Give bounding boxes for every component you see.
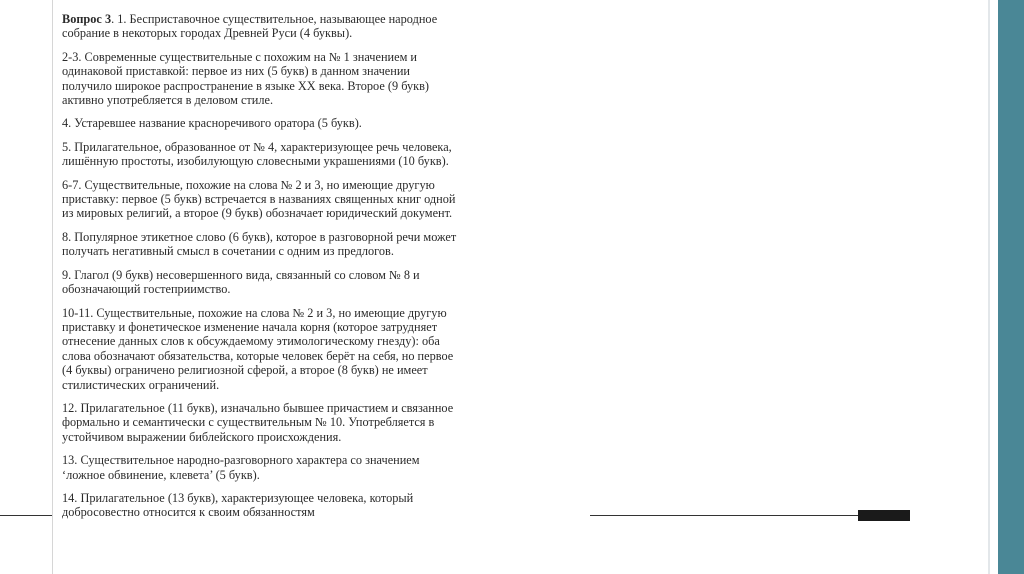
question-item-8: 8. Популярное этикетное слово (6 букв), которое в разговорной речи может получать негативный смысл в сочетании с одним из предлогов. (62, 229, 457, 259)
question-item-12: 12. Прилагательное (11 букв), изначально бывшее причастием и связанное формально и семантически с существительным № 10. Употребляется в устойчивом выражении библейского происхождения. (62, 400, 454, 444)
question-item-9: 9. Глагол (9 букв) несовершенного вида, связанный со словом № 8 и обозначающий гостеприимство. (62, 267, 420, 297)
question-item-5: 5. Прилагательное, образованное от № 4, характеризующее речь человека, лишённую простоты, изобилующую словесными украшениями (10 букв). (62, 139, 452, 169)
question-heading: Вопрос 3 (62, 12, 112, 26)
question-item-13: 13. Существительное народно-разговорного характера со значением ‘ложное обвинение, клевета’ (5 букв). (62, 453, 420, 482)
question-item-4: 4. Устаревшее название красноречивого оратора (5 букв). (62, 116, 362, 131)
question-item-10-11: 10-11. Существительные, похожие на слова № 2 и 3, но имеющие другую приставку и фонетическое изменение начала корня (которое затрудняет отнесение данных слов к обсуждаемому этимологическому гнезду): оба слова обозначают обязательства, которые человек берёт на себя, но первое (4 буквы) ограничено религиозной сферой, а второе (8 букв) не имеет стилистических ограничений. (62, 305, 454, 392)
question-item-2-3: 2-3. Современные существительные с похожим на № 1 значением и одинаковой приставкой: первое из них (5 букв) в данном значении получило широкое распространение в языке XX века. Второе (9 букв) активно употребляется в деловом стиле. (62, 49, 430, 108)
accent-thin-line (988, 0, 990, 574)
divider-block (858, 510, 910, 521)
question-item-14: 14. Прилагательное (13 букв), характеризующее человека, который добросовестно относится к своим обязанностям (62, 490, 414, 520)
accent-bar (998, 0, 1024, 574)
divider-line-left (0, 515, 52, 516)
question-document (62, 12, 582, 529)
question-text: . 1. Бесприставочное существительное, называющее народное собрание в некоторых городах Древней Руси (4 буквы). (62, 12, 438, 41)
page-edge-line (52, 0, 53, 574)
divider-line-right (590, 515, 858, 516)
question-item-1 (62, 12, 582, 41)
question-item-6-7: 6-7. Существительные, похожие на слова № 2 и 3, но имеющие другую приставку: первое (5 букв) встречается в названиях священных книг одной из мировых религий, а второе (9 букв) обозначает юридический документ. (62, 177, 456, 221)
